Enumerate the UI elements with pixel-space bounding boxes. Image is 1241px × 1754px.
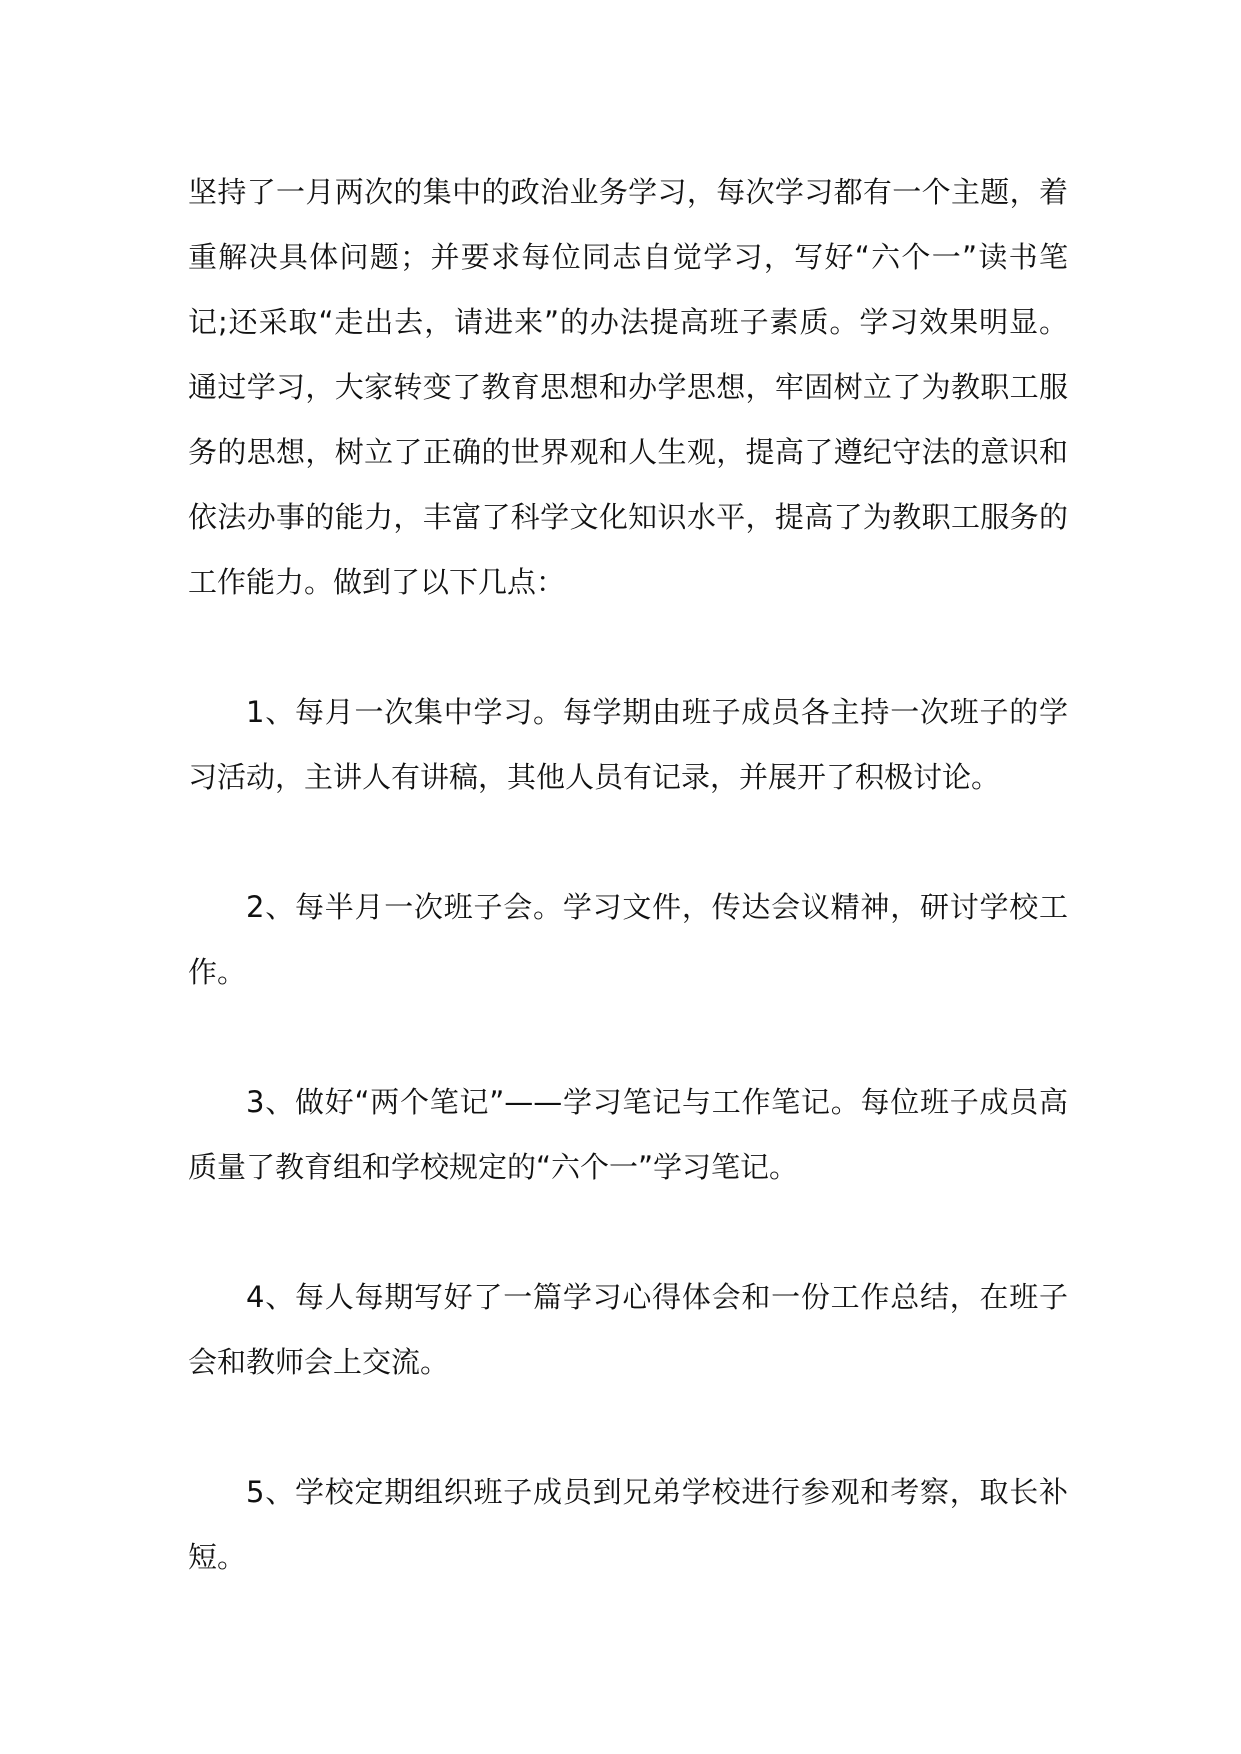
intro-paragraph: 坚持了一月两次的集中的政治业务学习，每次学习都有一个主题，着重解决具体问题；并要求每位同志自觉学习，写好“六个一”读书笔记;还采取“走出去，请进来”的办法提高班子素质。学习效果明显。通过学习，大家转变了教育思想和办学思想，牢固树立了为教职工服务的思想，树立了正确的世界观和人生观，提高了遵纪守法的意识和依法办事的能力，丰富了科学文化知识水平，提高了为教职工服务的工作能力。做到了以下几点： (188, 175, 1068, 599)
list-item-3: 3、做好“两个笔记”——学习笔记与工作笔记。每位班子成员高质量了教育组和学校规定的“六个一”学习笔记。 (188, 1085, 1068, 1184)
list-item-1: 1、每月一次集中学习。每学期由班子成员各主持一次班子的学习活动，主讲人有讲稿，其他人员有记录，并展开了积极讨论。 (188, 695, 1068, 794)
list-item-5: 5、学校定期组织班子成员到兄弟学校进行参观和考察，取长补短。 (188, 1475, 1068, 1574)
document-body (188, 160, 1068, 1590)
list-item-2: 2、每半月一次班子会。学习文件，传达会议精神，研讨学校工作。 (188, 890, 1068, 989)
list-item-4: 4、每人每期写好了一篇学习心得体会和一份工作总结，在班子会和教师会上交流。 (188, 1280, 1068, 1379)
